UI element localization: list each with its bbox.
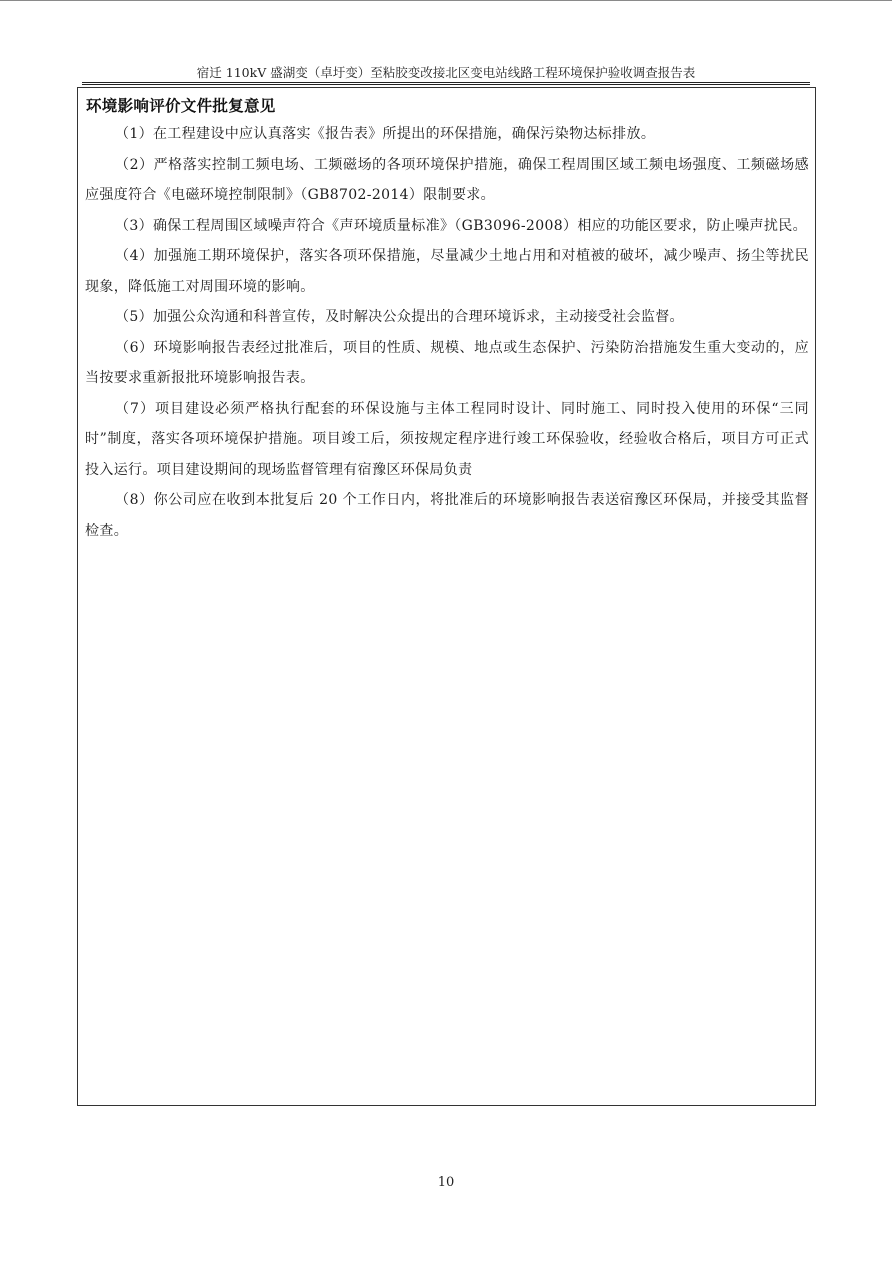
approval-opinion-box [77,87,816,1106]
approval-item-1: （1）在工程建设中应认真落实《报告表》所提出的环保措施，确保污染物达标排放。 [115,126,656,142]
approval-item-5: （5）加强公众沟通和科普宣传，及时解决公众提出的合理环境诉求，主动接受社会监督。 [115,309,684,325]
approval-item-7: （7）项目建设必须严格执行配套的环保设施与主体工程同时设计、同时施工、同时投入使用的环保“三同时”制度，落实各项环境保护措施。项目竣工后，须按规定程序进行竣工环保验收，经验收合格后，项目方可正式投入运行。项目建设期间的现场监督管理有宿豫区环保局负责 [85,400,809,478]
page-top-border [0,0,892,1]
approval-items-list [85,119,809,546]
section-title: 环境影响评价文件批复意见 [86,97,276,115]
approval-item-8: （8）你公司应在收到本批复后 20 个工作日内，将批准后的环境影响报告表送宿豫区环保局，并接受其监督检查。 [85,492,809,539]
page-number: 10 [437,1175,455,1190]
running-header: 宿迁 110kV 盛湖变（卓圩变）至粘胶变改接北区变电站线路工程环境保护验收调查报告表 [196,65,696,80]
approval-item-2: （2）严格落实控制工频电场、工频磁场的各项环境保护措施，确保工程周围区域工频电场强度、工频磁场感应强度符合《电磁环境控制限制》（GB8702-2014）限制要求。 [85,156,809,203]
approval-item-3: （3）确保工程周围区域噪声符合《声环境质量标准》（GB3096-2008）相应的功能区要求，防止噪声扰民。 [115,217,807,234]
header-divider-double [82,84,810,85]
approval-item-6: （6）环境影响报告表经过批准后，项目的性质、规模、地点或生态保护、污染防治措施发生重大变动的，应当按要求重新报批环境影响报告表。 [85,339,809,386]
header-divider [82,82,810,83]
approval-item-4: （4）加强施工期环境保护，落实各项环保措施，尽量减少土地占用和对植被的破坏，减少噪声、扬尘等扰民现象，降低施工对周围环境的影响。 [85,248,809,295]
